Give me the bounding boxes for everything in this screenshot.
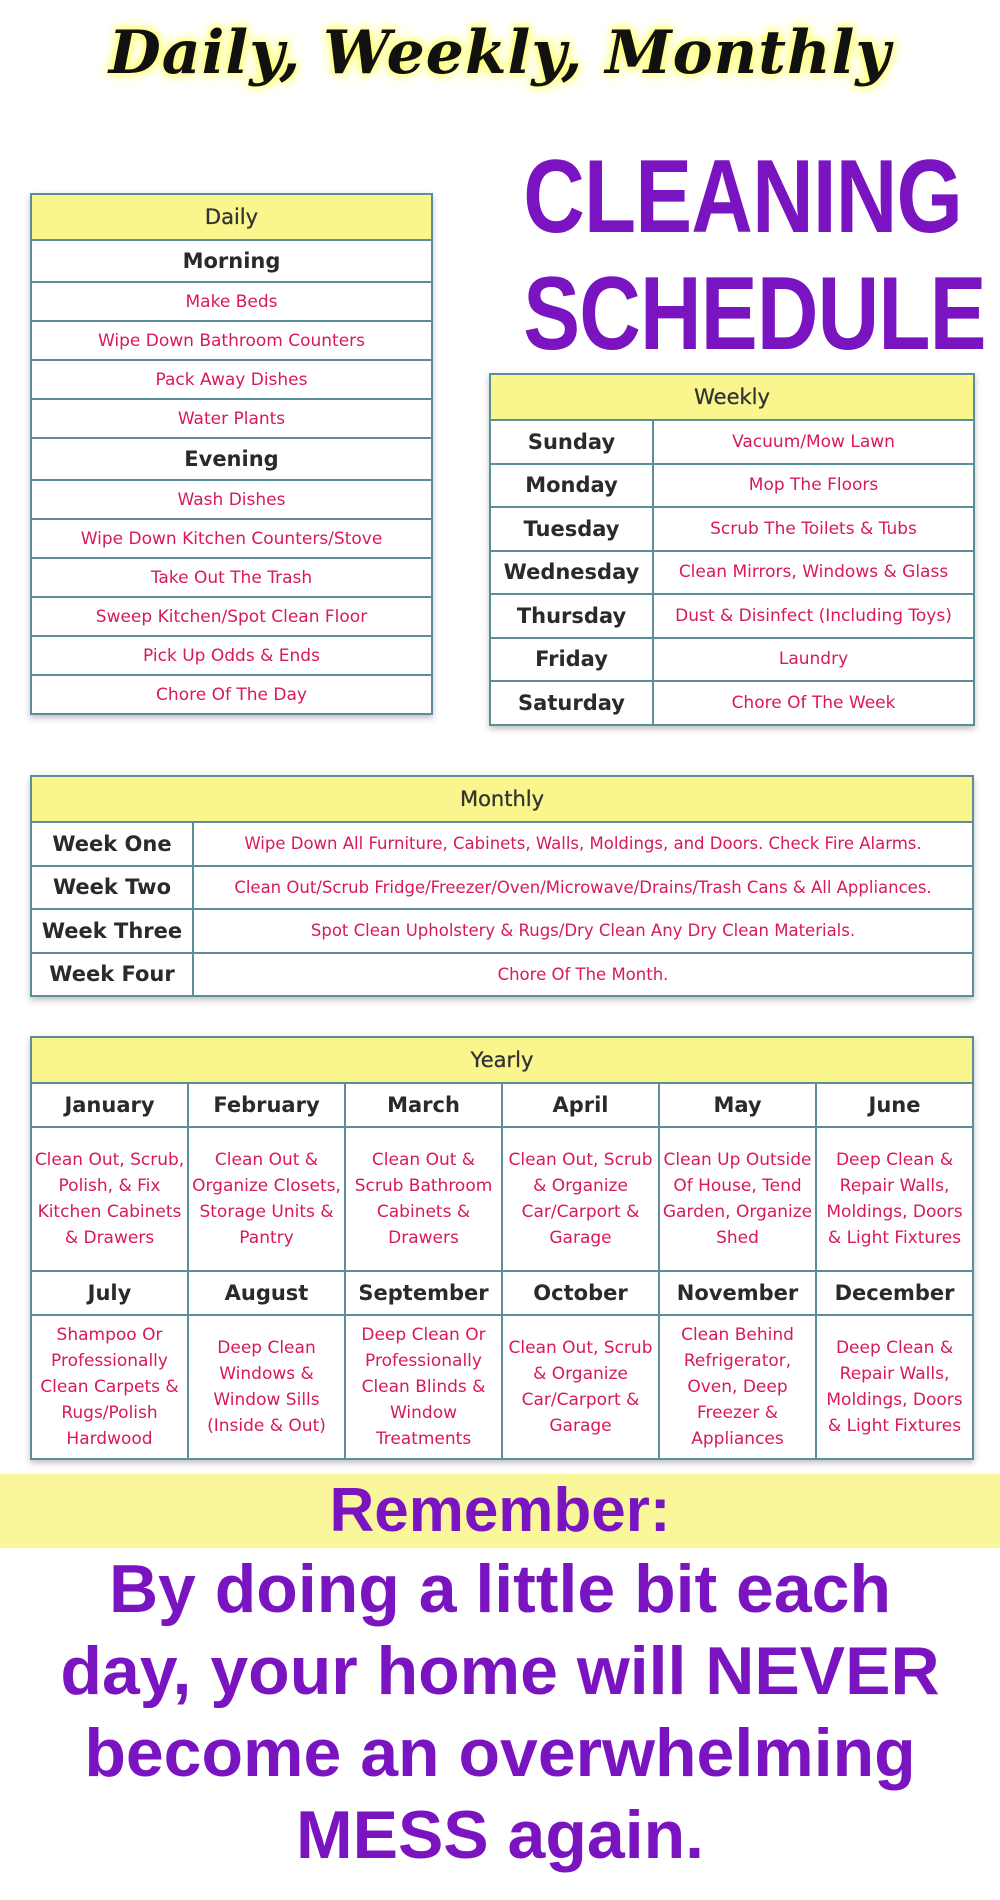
daily-task: Chore Of The Day (31, 675, 432, 714)
month-label: December (816, 1271, 973, 1315)
yearly-task: Clean Out, Scrub & Organize Car/Carport & Garage (502, 1315, 659, 1459)
weekday-label: Friday (490, 638, 653, 682)
yearly-task: Shampoo Or Professionally Clean Carpets & Rugs/Polish Hardwood (31, 1315, 188, 1459)
month-label: May (659, 1083, 816, 1127)
yearly-task: Clean Behind Refrigerator, Oven, Deep Freezer & Appliances (659, 1315, 816, 1459)
yearly-task: Deep Clean & Repair Walls, Moldings, Doors & Light Fixtures (816, 1127, 973, 1271)
week-label: Week Three (31, 909, 193, 953)
daily-table (30, 193, 433, 715)
daily-task: Take Out The Trash (31, 558, 432, 597)
daily-task: Sweep Kitchen/Spot Clean Floor (31, 597, 432, 636)
month-label: November (659, 1271, 816, 1315)
month-label: July (31, 1271, 188, 1315)
yearly-task: Clean Out & Organize Closets, Storage Units & Pantry (188, 1127, 345, 1271)
month-label: August (188, 1271, 345, 1315)
month-label: October (502, 1271, 659, 1315)
month-label: February (188, 1083, 345, 1127)
week-label: Week Four (31, 953, 193, 997)
daily-task: Water Plants (31, 399, 432, 438)
weekday-label: Thursday (490, 594, 653, 638)
yearly-table (30, 1036, 974, 1460)
week-label: Week One (31, 822, 193, 866)
weekly-task: Clean Mirrors, Windows & Glass (653, 551, 974, 595)
weekly-header: Weekly (490, 374, 974, 420)
script-title: Daily, Weekly, Monthly (108, 18, 892, 88)
weekday-label: Sunday (490, 420, 653, 464)
month-label: June (816, 1083, 973, 1127)
table-row (490, 507, 974, 551)
monthly-task: Clean Out/Scrub Fridge/Freezer/Oven/Microwave/Drains/Trash Cans & All Appliances. (193, 866, 973, 910)
month-label: September (345, 1271, 502, 1315)
monthly-table (30, 775, 974, 997)
monthly-header: Monthly (31, 776, 973, 822)
weekly-task: Mop The Floors (653, 464, 974, 508)
daily-task: Pick Up Odds & Ends (31, 636, 432, 675)
remember-heading: Remember: (329, 1476, 671, 1545)
morning-label: Morning (31, 240, 432, 282)
table-row (490, 681, 974, 725)
yearly-task: Clean Out & Scrub Bathroom Cabinets & Drawers (345, 1127, 502, 1271)
daily-header: Daily (31, 194, 432, 240)
weekly-task: Laundry (653, 638, 974, 682)
daily-task: Pack Away Dishes (31, 360, 432, 399)
table-row (490, 551, 974, 595)
yearly-task: Clean Out, Scrub & Organize Car/Carport & Garage (502, 1127, 659, 1271)
week-label: Week Two (31, 866, 193, 910)
monthly-task: Wipe Down All Furniture, Cabinets, Walls, Moldings, and Doors. Check Fire Alarms. (193, 822, 973, 866)
yearly-task: Clean Out, Scrub, Polish, & Fix Kitchen Cabinets & Drawers (31, 1127, 188, 1271)
title-cleaning: CLEANING (523, 139, 962, 255)
monthly-task: Spot Clean Upholstery & Rugs/Dry Clean Any Dry Clean Materials. (193, 909, 973, 953)
footer-message: By doing a little bit each day, your home will NEVER become an overwhelming MESS again. (60, 1551, 940, 1873)
table-row (31, 953, 973, 997)
daily-task: Make Beds (31, 282, 432, 321)
month-label: January (31, 1083, 188, 1127)
weekly-task: Scrub The Toilets & Tubs (653, 507, 974, 551)
weekday-label: Saturday (490, 681, 653, 725)
weekly-task: Dust & Disinfect (Including Toys) (653, 594, 974, 638)
weekday-label: Wednesday (490, 551, 653, 595)
yearly-task: Clean Up Outside Of House, Tend Garden, Organize Shed (659, 1127, 816, 1271)
evening-label: Evening (31, 438, 432, 480)
table-row (31, 909, 973, 953)
table-row (31, 822, 973, 866)
table-row (490, 464, 974, 508)
daily-task: Wipe Down Bathroom Counters (31, 321, 432, 360)
weekday-label: Tuesday (490, 507, 653, 551)
yearly-task: Deep Clean Or Professionally Clean Blinds & Window Treatments (345, 1315, 502, 1459)
month-label: April (502, 1083, 659, 1127)
weekly-task: Chore Of The Week (653, 681, 974, 725)
daily-task: Wash Dishes (31, 480, 432, 519)
monthly-task: Chore Of The Month. (193, 953, 973, 997)
yearly-task: Deep Clean & Repair Walls, Moldings, Doors & Light Fixtures (816, 1315, 973, 1459)
yearly-task: Deep Clean Windows & Window Sills (Inside & Out) (188, 1315, 345, 1459)
title-schedule: SCHEDULE (523, 256, 986, 372)
daily-task: Wipe Down Kitchen Counters/Stove (31, 519, 432, 558)
weekday-label: Monday (490, 464, 653, 508)
yearly-header: Yearly (31, 1037, 973, 1083)
table-row (490, 594, 974, 638)
table-row (490, 638, 974, 682)
weekly-task: Vacuum/Mow Lawn (653, 420, 974, 464)
month-label: March (345, 1083, 502, 1127)
weekly-table (489, 373, 975, 726)
table-row (31, 866, 973, 910)
table-row (490, 420, 974, 464)
